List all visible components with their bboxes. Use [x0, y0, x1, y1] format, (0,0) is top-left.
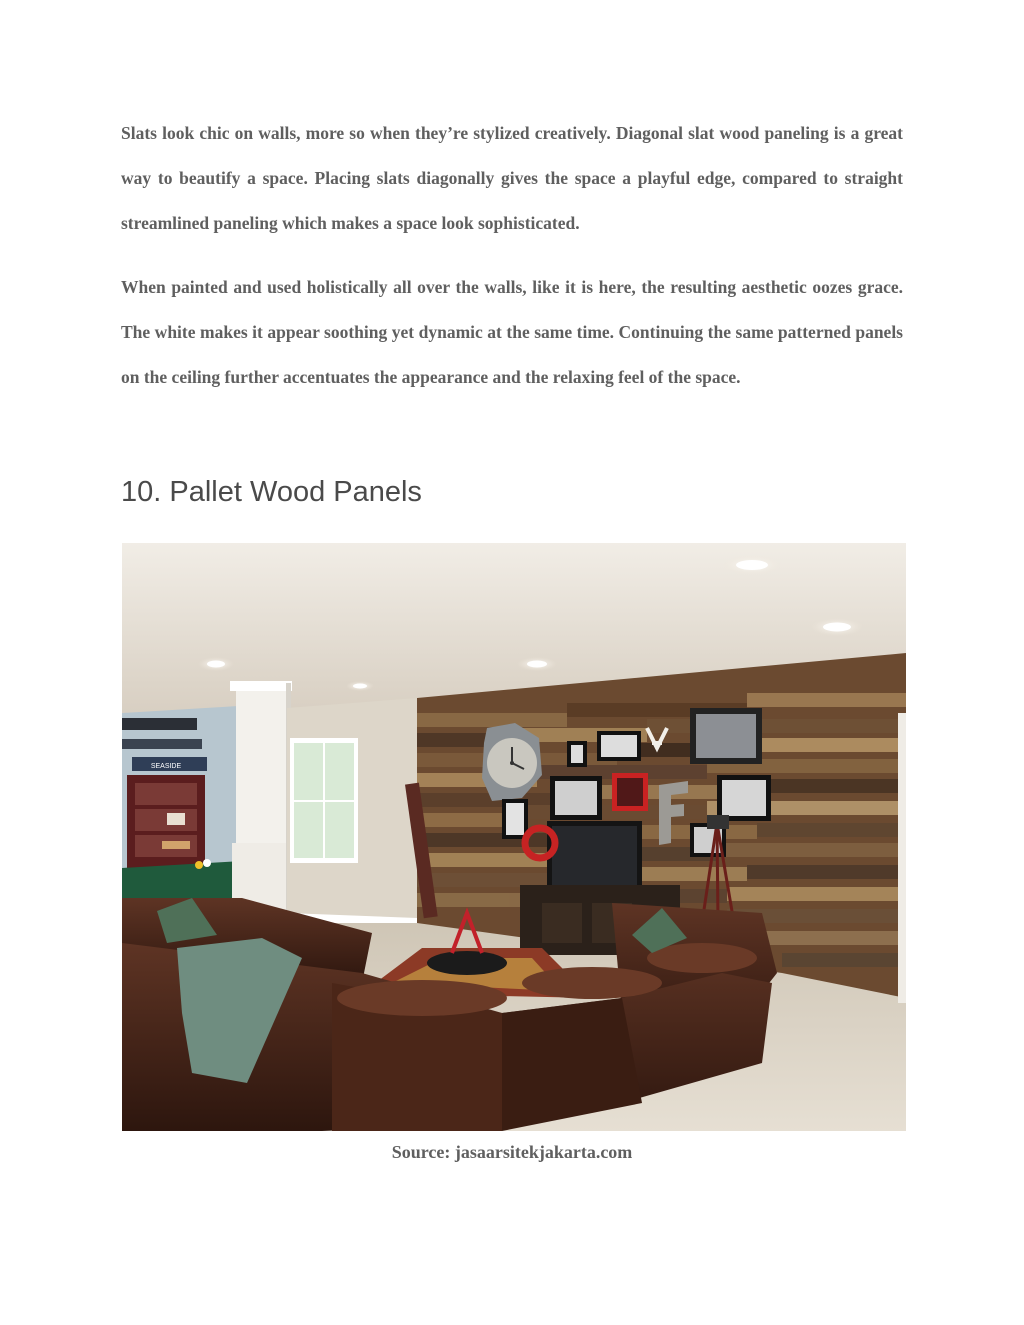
- image-caption: Source: jasaarsitekjakarta.com: [391, 1142, 633, 1162]
- body-paragraph-2: When painted and used holistically all over the walls, like it is here, the resulting aesthetic oozes grace. The white makes it appear soothing yet dynamic at the same time. Continuing the same patterned panels on the ceiling further accentuates the appearance and the relaxing feel of the space.: [121, 277, 903, 387]
- living-room-photo: [122, 543, 906, 1131]
- body-paragraph-1: Slats look chic on walls, more so when they’re stylized creatively. Diagonal slat wood paneling is a great way to beautify a space. Placing slats diagonally gives the space a playful edge, compared to straight streamlined paneling which makes a space look sophisticated.: [121, 123, 903, 233]
- seaside-sign-text: SEASIDE: [150, 763, 182, 770]
- section-heading: 10. Pallet Wood Panels: [121, 476, 422, 508]
